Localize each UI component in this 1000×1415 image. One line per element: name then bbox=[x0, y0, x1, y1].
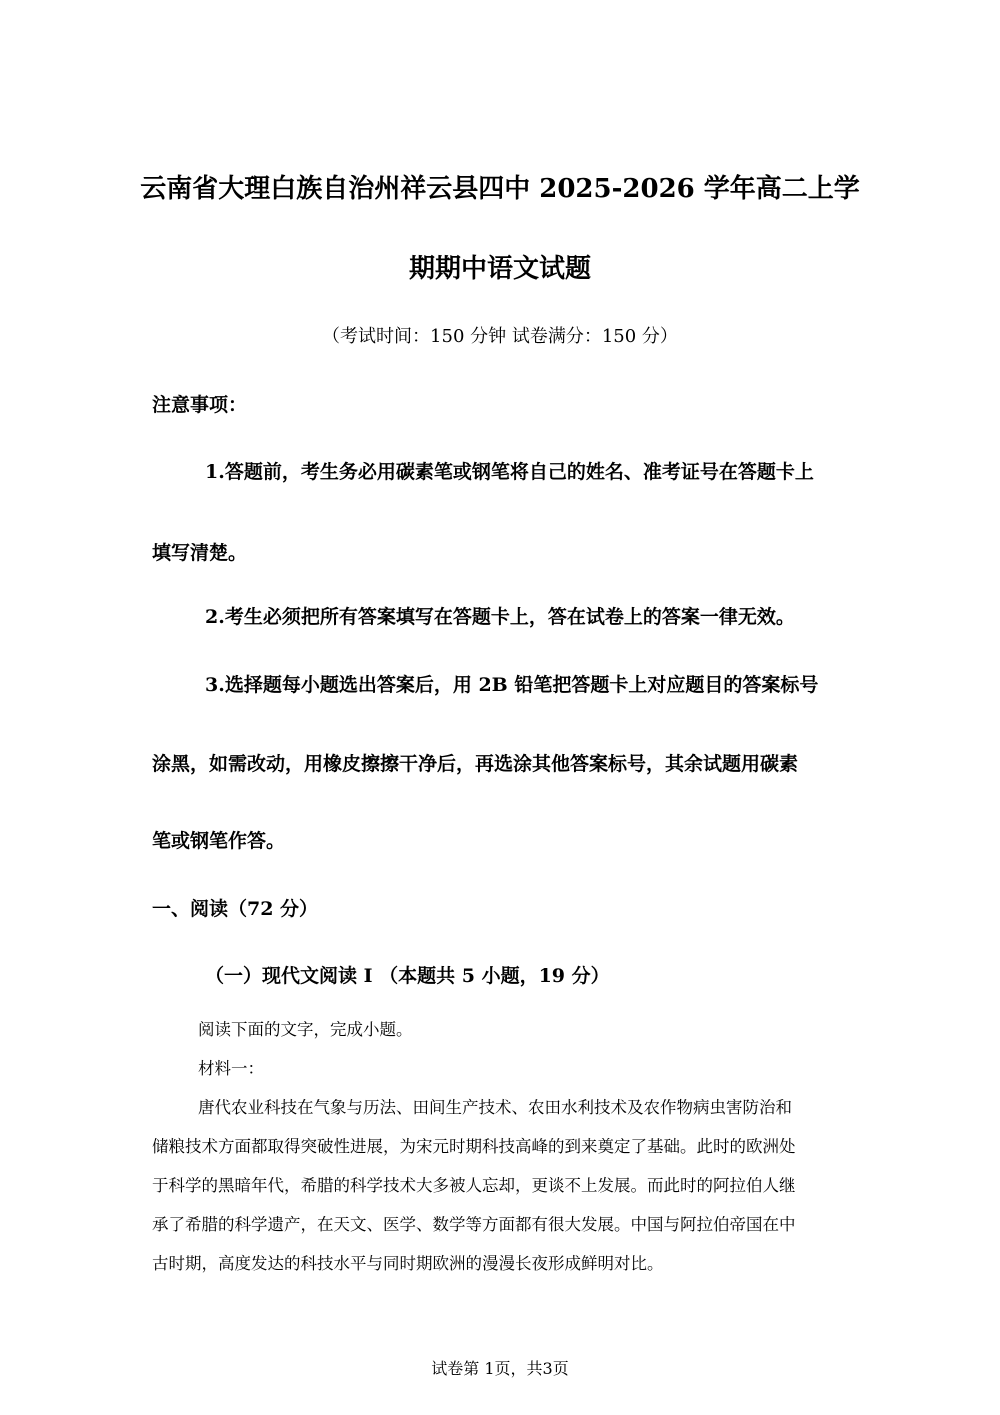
notice-item-3-line-2: 涂黑，如需改动，用橡皮擦擦干净后，再选涂其他答案标号，其余试题用碳素 bbox=[152, 753, 799, 775]
page-title-line-2: 期期中语文试题 bbox=[408, 254, 591, 284]
page-footer: 试卷第 1页，共3页 bbox=[431, 1359, 569, 1378]
notice-heading: 注意事项： bbox=[152, 394, 248, 416]
paragraph-line: 古时期，高度发达的科技水平与同时期欧洲的漫漫长夜形成鲜明对比。 bbox=[152, 1254, 664, 1273]
exam-info: （考试时间：150 分钟 试卷满分：150 分） bbox=[322, 326, 678, 347]
notice-item-2: 2.考生必须把所有答案填写在答题卡上，答在试卷上的答案一律无效。 bbox=[205, 606, 795, 628]
paragraph-line: 储粮技术方面都取得突破性进展，为宋元时期科技高峰的到来奠定了基础。此时的欧洲处 bbox=[152, 1137, 796, 1156]
paragraph-line: 唐代农业科技在气象与历法、田间生产技术、农田水利技术及农作物病虫害防治和 bbox=[198, 1098, 792, 1117]
reading-instruction: 阅读下面的文字，完成小题。 bbox=[198, 1020, 413, 1039]
notice-item-3-line-3: 笔或钢笔作答。 bbox=[152, 830, 286, 852]
paragraph-line: 于科学的黑暗年代，希腊的科学技术大多被人忘却，更谈不上发展。而此时的阿拉伯人继 bbox=[152, 1176, 796, 1195]
section-heading-reading: 一、阅读（72 分） bbox=[152, 898, 319, 920]
notice-item-1-line-2: 填写清楚。 bbox=[152, 542, 248, 564]
paragraph-line: 承了希腊的科学遗产，在天文、医学、数学等方面都有很大发展。中国与阿拉伯帝国在中 bbox=[152, 1215, 796, 1234]
page-title-line-1: 云南省大理白族自治州祥云县四中 2025-2026 学年高二上学 bbox=[140, 174, 860, 204]
notice-item-3-line-1: 3.选择题每小题选出答案后，用 2B 铅笔把答题卡上对应题目的答案标号 bbox=[205, 674, 819, 696]
notice-item-1-line-1: 1.答题前，考生务必用碳素笔或钢笔将自己的姓名、准考证号在答题卡上 bbox=[205, 461, 814, 483]
subsection-heading-modern-reading: （一）现代文阅读 I （本题共 5 小题，19 分） bbox=[205, 965, 610, 987]
material-label: 材料一： bbox=[198, 1059, 264, 1078]
